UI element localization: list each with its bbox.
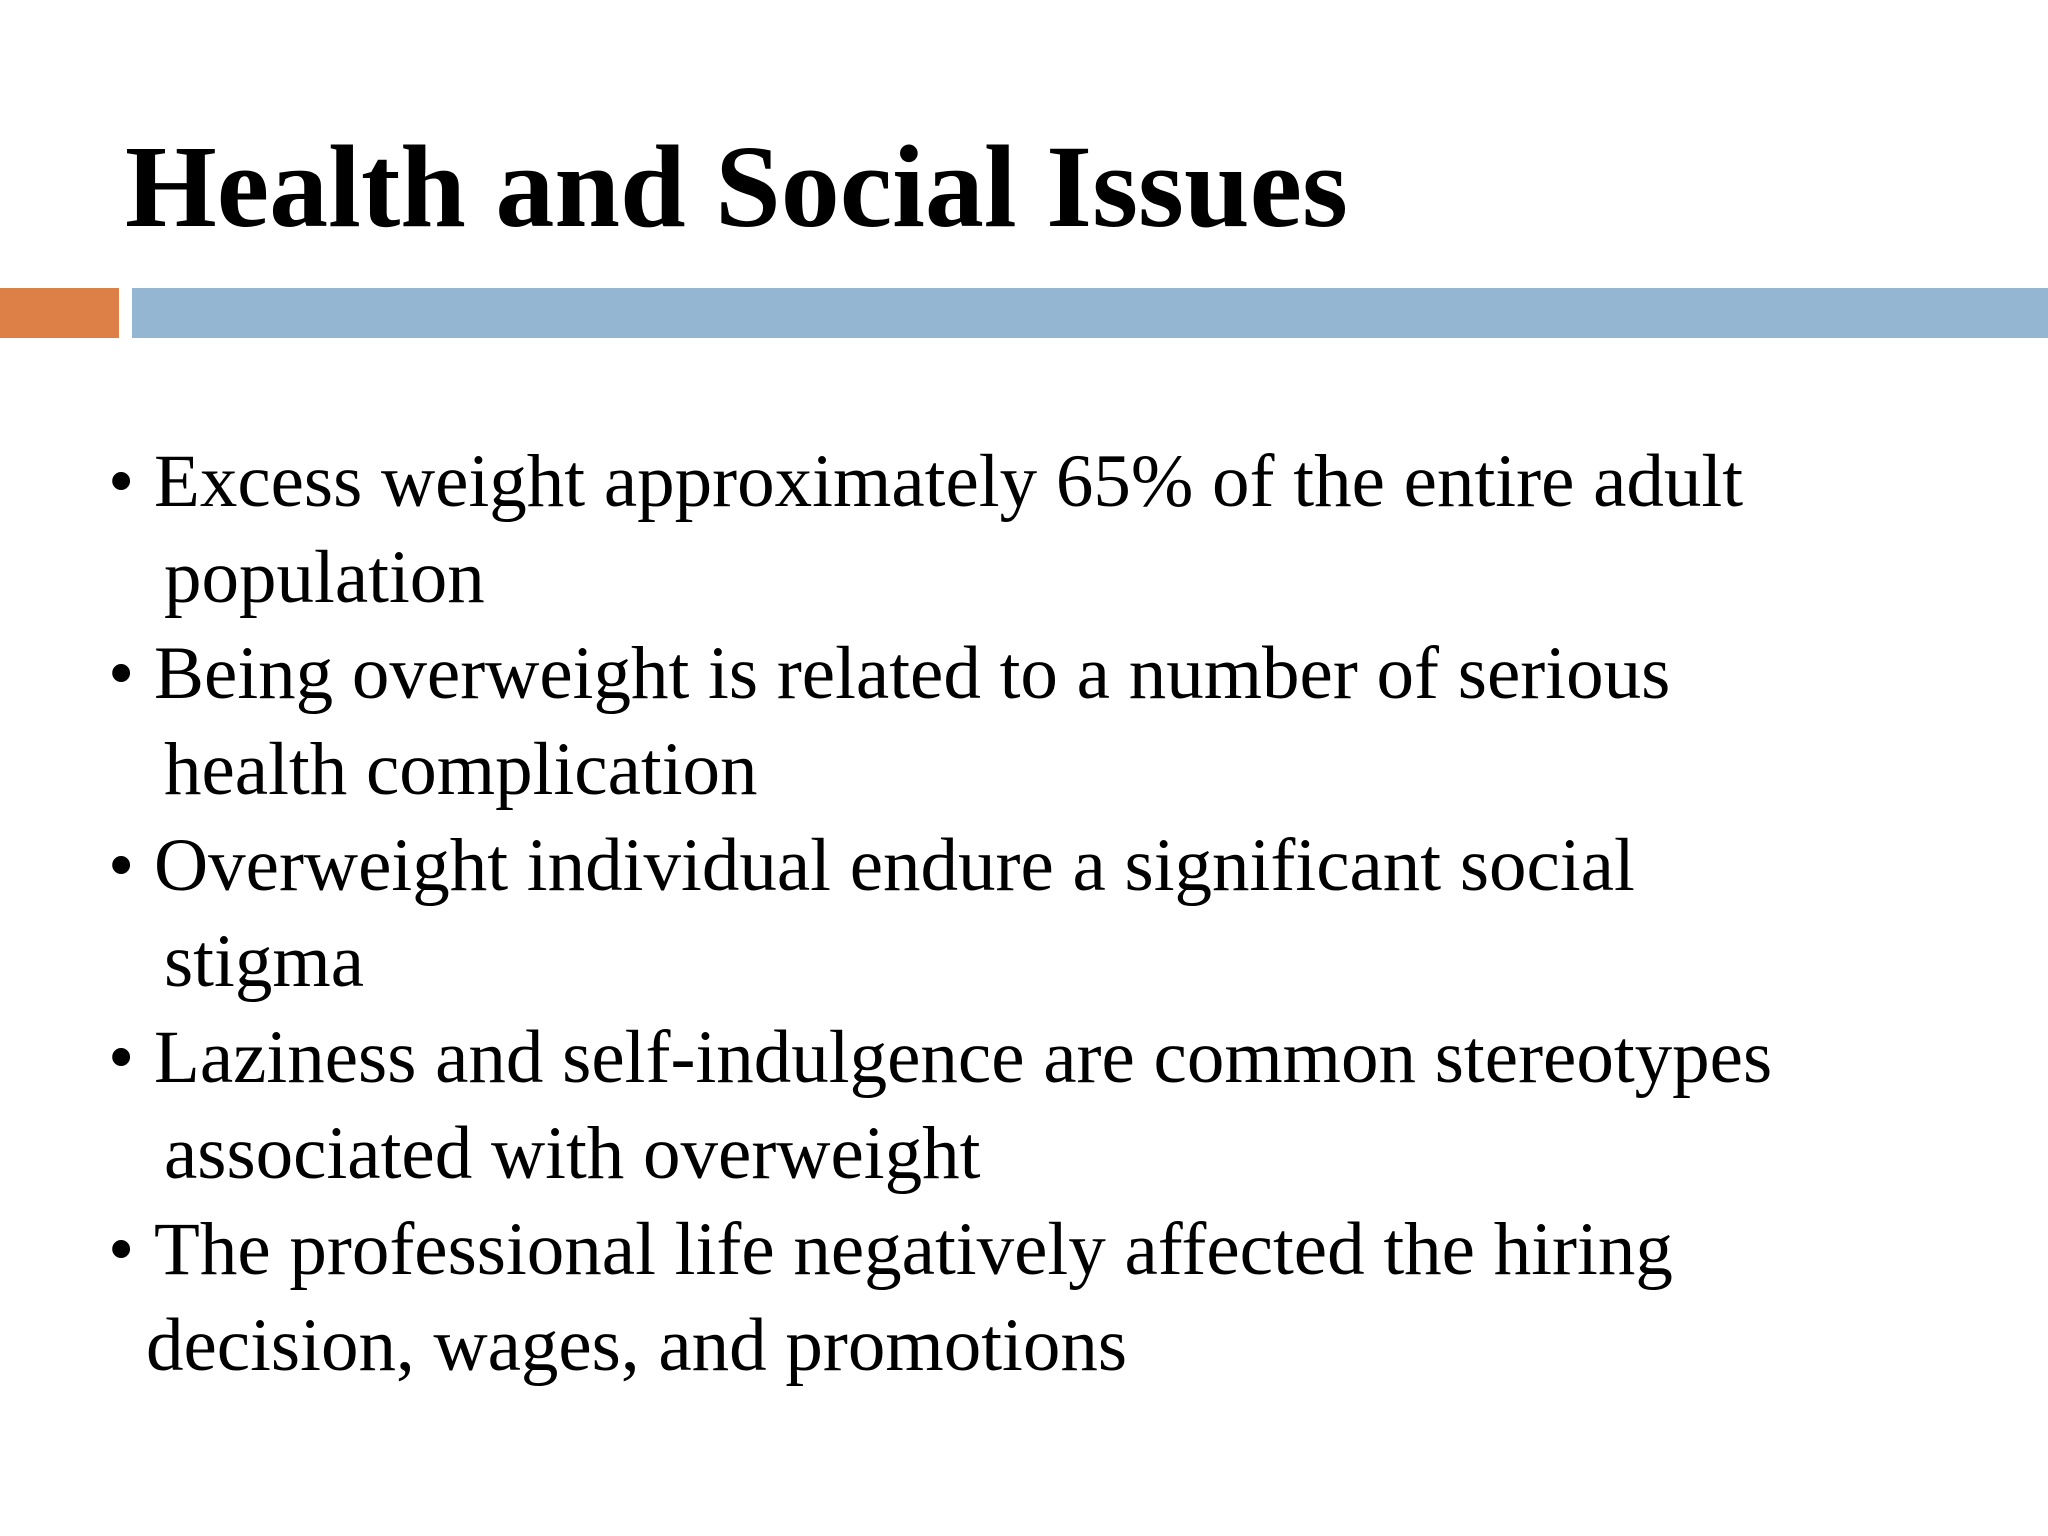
bullet-icon: •	[108, 632, 135, 715]
bullet-text	[154, 1010, 1772, 1202]
bullet-icon: •	[108, 440, 135, 523]
bullet-line: Laziness and self-indulgence are common stereotypes	[154, 1016, 1773, 1099]
bullet-text	[154, 818, 1635, 1010]
bullet-line: The professional life negatively affected the hiring	[154, 1208, 1673, 1291]
list-item	[108, 434, 2008, 626]
bullet-text	[154, 626, 1670, 818]
accent-bar-orange	[0, 288, 119, 338]
bullet-line: Excess weight approximately 65% of the entire adult	[154, 440, 1744, 523]
list-item	[108, 1202, 2008, 1394]
bullet-icon: •	[108, 1016, 135, 1099]
bullet-text	[154, 434, 1743, 626]
list-item	[108, 818, 2008, 1010]
bullet-line: population	[164, 536, 485, 619]
bullet-line: Overweight individual endure a significant social	[154, 824, 1635, 907]
bullet-line: associated with overweight	[164, 1112, 981, 1195]
slide-title: Health and Social Issues	[125, 121, 1348, 252]
bullet-line: stigma	[164, 920, 364, 1003]
bullet-text	[146, 1202, 1673, 1394]
list-item	[108, 1010, 2008, 1202]
list-item	[108, 626, 2008, 818]
bullet-icon: •	[108, 1208, 135, 1291]
bullet-line: health complication	[164, 728, 758, 811]
accent-bar-blue	[132, 288, 2048, 338]
bullet-list	[108, 434, 2008, 1394]
bullet-line: Being overweight is related to a number of serious	[154, 632, 1671, 715]
bullet-icon: •	[108, 824, 135, 907]
bullet-line: decision, wages, and promotions	[146, 1304, 1128, 1387]
